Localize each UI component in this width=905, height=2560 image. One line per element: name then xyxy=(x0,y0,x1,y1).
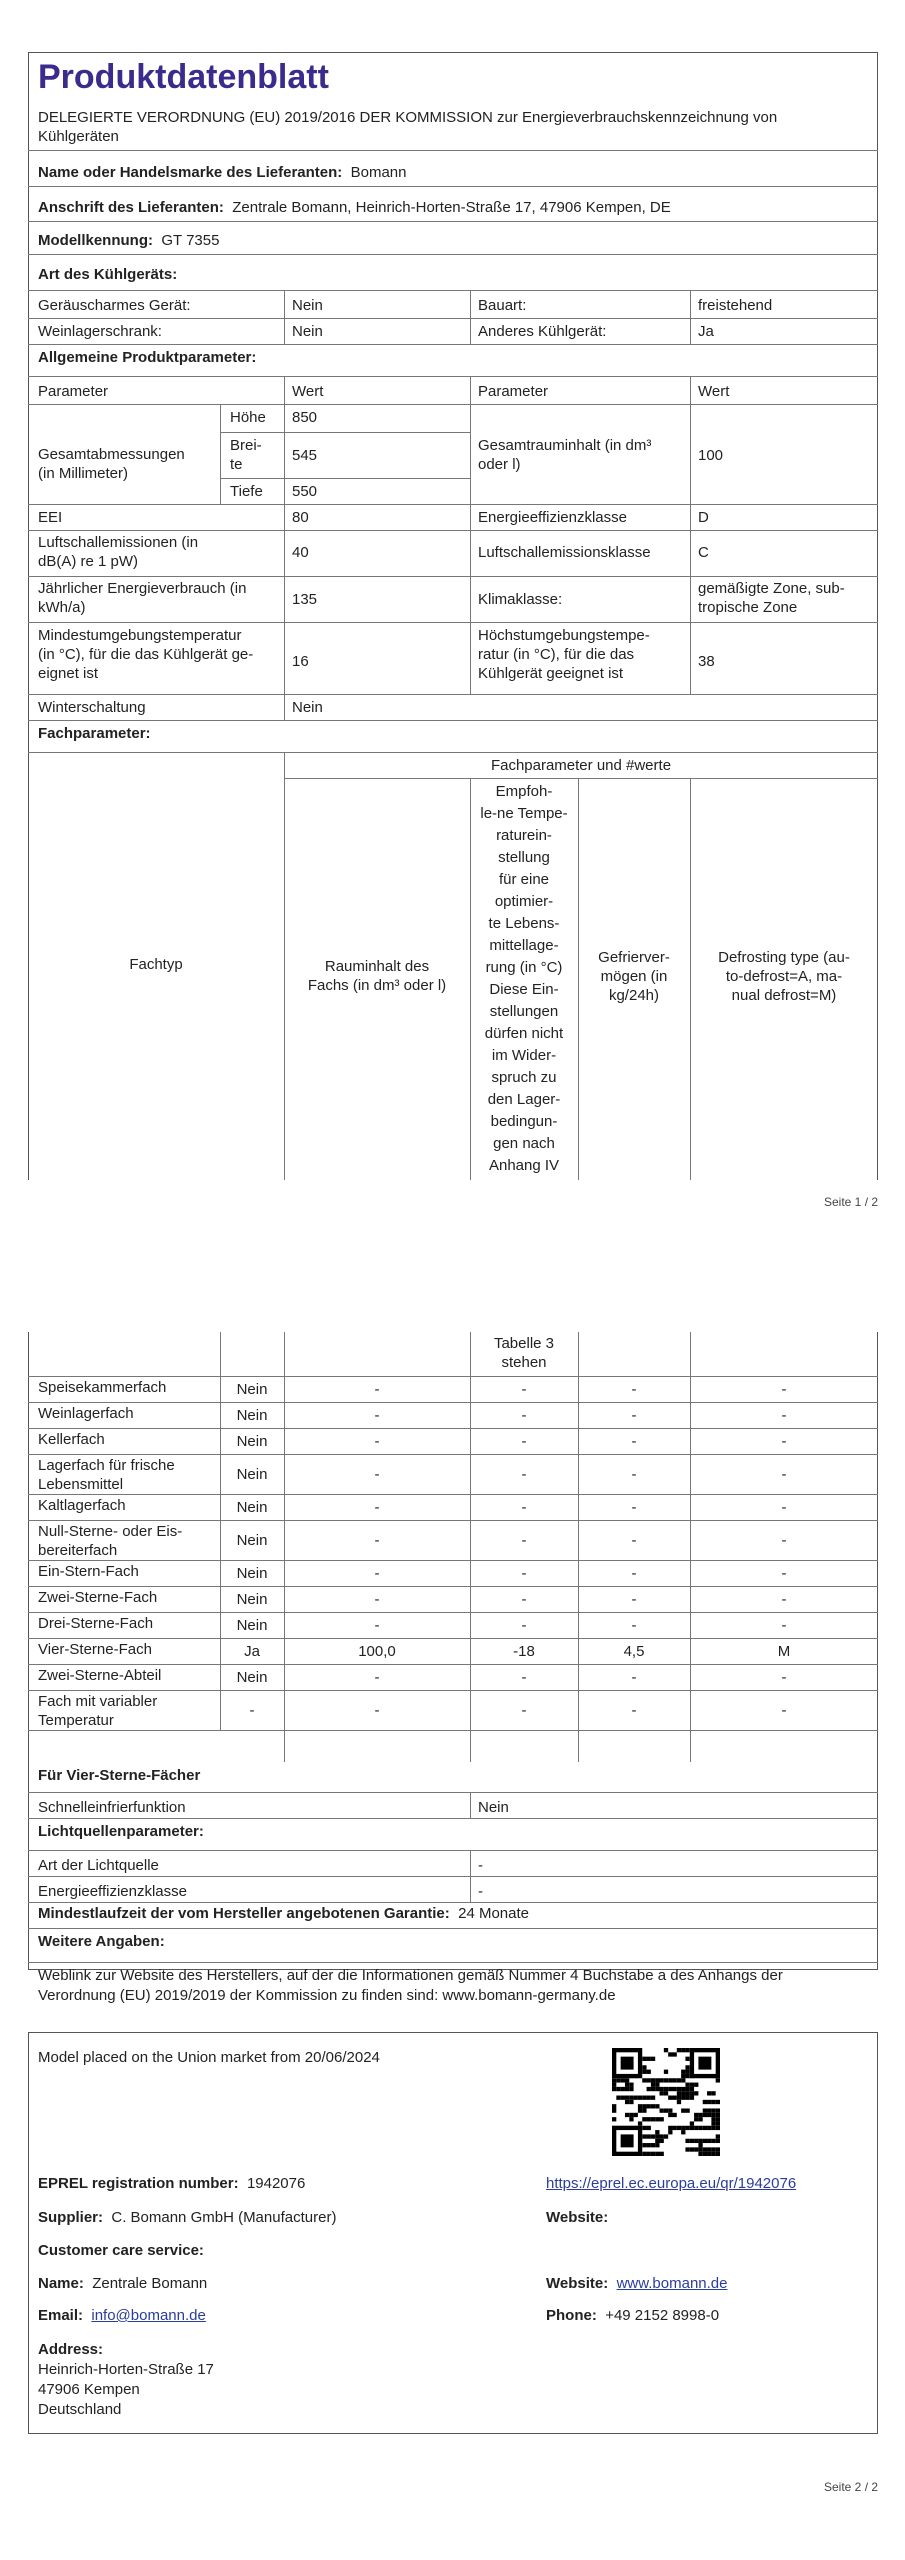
compartment-freeze: - xyxy=(631,1564,637,1582)
comp-temp-header-line: Anhang IV xyxy=(488,1157,560,1174)
warranty-row: Mindestlaufzeit der vom Hersteller angebotenen Garantie: 24 Monate xyxy=(38,1905,529,1922)
wine-cabinet-value: Nein xyxy=(292,323,323,340)
compartment-volume: - xyxy=(374,1531,380,1549)
comp-freeze-header-1: Gefrierver- xyxy=(598,949,670,966)
compartment-present: Nein xyxy=(236,1564,268,1582)
min-temp-label-2: (in °C), für die das Kühlgerät ge- xyxy=(38,646,254,663)
compartment-present: Nein xyxy=(236,1616,268,1634)
eei-value: 80 xyxy=(292,509,309,526)
compartment-defrost: - xyxy=(781,1616,787,1634)
compartment-freeze: - xyxy=(631,1498,637,1516)
comp-temp-header-line: gen nach xyxy=(493,1135,555,1152)
compartment-name: Fach mit variabler xyxy=(38,1693,158,1710)
comp-temp-header-line: optimier- xyxy=(494,893,554,910)
light-class-label: Energieeffizienzklasse xyxy=(38,1883,187,1900)
volume-label-2: oder l) xyxy=(478,456,521,473)
compartment-temp: - xyxy=(521,1465,527,1483)
compartment-temp: - xyxy=(521,1432,527,1450)
comp-temp-header-line: mittellage- xyxy=(489,937,559,954)
compartment-name: Drei-Sterne-Fach xyxy=(38,1615,154,1632)
model-row: Modellkennung: GT 7355 xyxy=(38,232,220,249)
compartment-defrost: - xyxy=(781,1668,787,1686)
compartment-name: Temperatur xyxy=(38,1712,114,1729)
compartment-temp: - xyxy=(521,1701,527,1719)
care-website-row: Website: www.bomann.de xyxy=(546,2275,728,2292)
comp-temp-header-line: im Wider- xyxy=(491,1047,557,1064)
energy-class-value: D xyxy=(698,509,709,526)
min-temp-label-3: eignet ist xyxy=(38,665,99,682)
compartment-temp: - xyxy=(521,1668,527,1686)
compartment-name: Kellerfach xyxy=(38,1431,105,1448)
design-label: Bauart: xyxy=(478,297,527,314)
compartment-present: Nein xyxy=(236,1432,268,1450)
compartment-volume: - xyxy=(374,1590,380,1608)
energy-use-value: 135 xyxy=(292,591,318,608)
winter-label: Winterschaltung xyxy=(38,699,146,716)
more-heading: Weitere Angaben: xyxy=(38,1933,165,1950)
energy-use-label-1: Jährlicher Energieverbrauch (in xyxy=(38,580,247,597)
address-line-2: 47906 Kempen xyxy=(38,2381,140,2398)
type-heading: Art des Kühlgeräts: xyxy=(38,266,178,283)
comp-temp-header-line: raturein- xyxy=(496,827,552,844)
website-label: Website: xyxy=(546,2209,609,2226)
noise-class-label: Luftschallemissionsklasse xyxy=(478,544,651,561)
comp-temp-header-line: te Lebens- xyxy=(488,915,560,932)
compartment-defrost: - xyxy=(781,1498,787,1516)
noise-label-1: Luftschallemissionen (in xyxy=(38,534,199,551)
compartment-present: Nein xyxy=(236,1668,268,1686)
compartment-name: Speisekammerfach xyxy=(38,1379,167,1396)
comp-freeze-header-2: mögen (in xyxy=(600,968,668,985)
depth-value: 550 xyxy=(292,483,318,500)
comp-defrost-header-3: nual defrost=M) xyxy=(731,987,837,1004)
comp-temp-header-line: bedingun- xyxy=(490,1113,558,1130)
comp-temp-header-line: den Lager- xyxy=(487,1091,561,1108)
compartment-volume: - xyxy=(374,1668,380,1686)
max-temp-value: 38 xyxy=(698,653,715,670)
supplier-address-row: Anschrift des Lieferanten: Zentrale Bomann, Heinrich-Horten-Straße 17, 47906 Kempen, DE xyxy=(38,199,671,216)
climate-class-value-1: gemäßigte Zone, sub- xyxy=(698,580,845,597)
care-email-link[interactable]: info@bomann.de xyxy=(91,2307,206,2324)
quick-freeze-label: Schnelleinfrierfunktion xyxy=(38,1799,186,1816)
compartment-freeze: - xyxy=(631,1380,637,1398)
address-line-3: Deutschland xyxy=(38,2401,122,2418)
comp-temp-header-line: stellung xyxy=(498,849,550,866)
comp-temp-header-line: dürfen nicht xyxy=(484,1025,564,1042)
compartment-freeze: - xyxy=(631,1590,637,1608)
compartment-freeze: - xyxy=(631,1701,637,1719)
col-value-2: Wert xyxy=(698,383,730,400)
compartment-defrost: - xyxy=(781,1564,787,1582)
compartment-name: Ein-Stern-Fach xyxy=(38,1563,139,1580)
height-label: Höhe xyxy=(230,409,266,426)
low-noise-label: Geräuscharmes Gerät: xyxy=(38,297,191,314)
quick-freeze-value: Nein xyxy=(478,1799,509,1816)
compartment-volume: - xyxy=(374,1432,380,1450)
eei-label: EEI xyxy=(38,509,63,526)
climate-class-label: Klimaklasse: xyxy=(478,591,563,608)
comp-type-header: Fachtyp xyxy=(129,956,183,973)
comp-temp-header-line: spruch zu xyxy=(491,1069,557,1086)
design-value: freistehend xyxy=(698,297,773,314)
compartment-name: Zwei-Sterne-Abteil xyxy=(38,1667,162,1684)
low-noise-value: Nein xyxy=(292,297,323,314)
comp-temp-header-line: stellungen xyxy=(489,1003,559,1020)
max-temp-label-2: ratur (in °C), für die das xyxy=(478,646,635,663)
dimensions-label-2: (in Millimeter) xyxy=(38,465,128,482)
compartment-temp: -18 xyxy=(513,1642,535,1660)
compartment-name: Zwei-Sterne-Fach xyxy=(38,1589,158,1606)
width-label-1: Brei- xyxy=(230,437,262,454)
compartment-volume: - xyxy=(374,1406,380,1424)
compartment-present: Nein xyxy=(236,1406,268,1424)
temp-header-cont-2: stehen xyxy=(501,1354,547,1371)
compartment-defrost: - xyxy=(781,1531,787,1549)
comp-freeze-header-3: kg/24h) xyxy=(608,987,660,1004)
compartment-freeze: - xyxy=(631,1616,637,1634)
comp-volume-header-2: Fachs (in dm³ oder l) xyxy=(307,977,447,994)
energy-use-label-2: kWh/a) xyxy=(38,599,86,616)
max-temp-label-1: Höchstumgebungstempe- xyxy=(478,627,650,644)
comp-temp-header-line: Diese Ein- xyxy=(489,981,559,998)
light-class-value: - xyxy=(478,1883,483,1900)
eprel-link[interactable]: https://eprel.ec.europa.eu/qr/1942076 xyxy=(546,2175,797,2192)
compartment-present: - xyxy=(249,1701,255,1719)
min-temp-value: 16 xyxy=(292,653,309,670)
page-title: Produktdatenblatt xyxy=(38,58,329,96)
width-label-2: te xyxy=(230,456,243,473)
four-star-heading: Für Vier-Sterne-Fächer xyxy=(38,1767,201,1784)
light-heading: Lichtquellenparameter: xyxy=(38,1823,204,1840)
compartment-freeze: - xyxy=(631,1406,637,1424)
compartment-freeze: - xyxy=(631,1465,637,1483)
min-temp-label-1: Mindestumgebungstemperatur xyxy=(38,627,242,644)
compartment-volume: - xyxy=(374,1701,380,1719)
compartment-volume: - xyxy=(374,1564,380,1582)
compartment-freeze: - xyxy=(631,1432,637,1450)
compartment-freeze: 4,5 xyxy=(623,1642,645,1660)
comp-defrost-header-1: Defrosting type (au- xyxy=(718,949,850,966)
comp-defrost-header-2: to-defrost=A, ma- xyxy=(725,968,843,985)
compartment-defrost: M xyxy=(777,1642,791,1660)
compartment-name: Lagerfach für frische xyxy=(38,1457,175,1474)
compartment-present: Nein xyxy=(236,1590,268,1608)
qr-code-icon[interactable] xyxy=(612,2048,720,2156)
comp-temp-header-line: Empfoh- xyxy=(495,783,553,800)
winter-value: Nein xyxy=(292,699,323,716)
comp-temp-header-line: rung (in °C) xyxy=(485,959,563,976)
compartment-temp: - xyxy=(521,1564,527,1582)
temp-header-cont-1: Tabelle 3 xyxy=(493,1335,555,1352)
customer-care-label: Customer care service: xyxy=(38,2242,204,2259)
other-appliance-label: Anderes Kühlgerät: xyxy=(478,323,607,340)
max-temp-label-3: Kühlgerät geeignet ist xyxy=(478,665,624,682)
care-website-link[interactable]: www.bomann.de xyxy=(616,2275,728,2292)
compartment-defrost: - xyxy=(781,1590,787,1608)
compartment-name: Weinlagerfach xyxy=(38,1405,134,1422)
compartment-defrost: - xyxy=(781,1701,787,1719)
compartment-temp: - xyxy=(521,1498,527,1516)
compartment-volume: 100,0 xyxy=(358,1642,396,1660)
compartment-temp: - xyxy=(521,1380,527,1398)
compartment-temp: - xyxy=(521,1590,527,1608)
address-label: Address: xyxy=(38,2341,104,2358)
compartment-temp: - xyxy=(521,1616,527,1634)
compartment-name: Null-Sterne- oder Eis- xyxy=(38,1523,183,1540)
compartment-volume: - xyxy=(374,1380,380,1398)
compartment-name: Vier-Sterne-Fach xyxy=(38,1641,152,1658)
compartment-temp: - xyxy=(521,1531,527,1549)
depth-label: Tiefe xyxy=(230,483,263,500)
col-value-1: Wert xyxy=(292,383,324,400)
compartment-defrost: - xyxy=(781,1380,787,1398)
compartment-volume: - xyxy=(374,1616,380,1634)
width-value: 545 xyxy=(292,447,318,464)
wine-cabinet-label: Weinlagerschrank: xyxy=(38,323,162,340)
compartment-present: Nein xyxy=(236,1380,268,1398)
page-number-2: Seite 2 / 2 xyxy=(824,2480,879,2494)
light-type-value: - xyxy=(478,1857,483,1874)
more-text-1: Weblink zur Website des Herstellers, auf der die Informationen gemäß Nummer 4 Buchstabe a des Anhangs der xyxy=(38,1967,783,1984)
height-value: 850 xyxy=(292,409,318,426)
general-heading: Allgemeine Produktparameter: xyxy=(38,349,257,366)
energy-class-label: Energieeffizienzklasse xyxy=(478,509,627,526)
comp-group-header: Fachparameter und #werte xyxy=(490,757,672,774)
comp-temp-header-line: für eine xyxy=(498,871,550,888)
regulation-text-2: Kühlgeräten xyxy=(38,128,119,145)
compartment-defrost: - xyxy=(781,1406,787,1424)
regulation-text-1: DELEGIERTE VERORDNUNG (EU) 2019/2016 DER KOMMISSION zur Energieverbrauchskennzeichnung von xyxy=(38,109,778,126)
compartment-volume: - xyxy=(374,1498,380,1516)
market-date: Model placed on the Union market from 20/06/2024 xyxy=(38,2049,380,2066)
noise-value: 40 xyxy=(292,544,309,561)
compartment-present: Nein xyxy=(236,1531,268,1549)
supplier-row: Supplier: C. Bomann GmbH (Manufacturer) xyxy=(38,2209,337,2226)
compartment-freeze: - xyxy=(631,1531,637,1549)
noise-label-2: dB(A) re 1 pW) xyxy=(38,553,139,570)
col-param-2: Parameter xyxy=(478,383,549,400)
volume-label-1: Gesamtrauminhalt (in dm³ xyxy=(478,437,652,454)
compartment-defrost: - xyxy=(781,1465,787,1483)
compartments-heading: Fachparameter: xyxy=(38,725,151,742)
other-appliance-value: Ja xyxy=(698,323,714,340)
eprel-row: EPREL registration number: 1942076 xyxy=(38,2175,306,2192)
dimensions-label-1: Gesamtabmessungen xyxy=(38,446,185,463)
compartment-name: bereiterfach xyxy=(38,1542,118,1559)
address-line-1: Heinrich-Horten-Straße 17 xyxy=(38,2361,214,2378)
light-type-label: Art der Lichtquelle xyxy=(38,1857,159,1874)
compartment-volume: - xyxy=(374,1465,380,1483)
comp-volume-header-1: Rauminhalt des xyxy=(324,958,430,975)
compartment-name: Lebensmittel xyxy=(38,1476,124,1493)
compartment-defrost: - xyxy=(781,1432,787,1450)
care-phone-row: Phone: +49 2152 8998-0 xyxy=(546,2307,720,2324)
supplier-name-row: Name oder Handelsmarke des Lieferanten: Bomann xyxy=(38,164,407,181)
compartment-temp: - xyxy=(521,1406,527,1424)
page-number-1: Seite 1 / 2 xyxy=(824,1195,879,1209)
noise-class-value: C xyxy=(698,544,709,561)
care-email-row: Email: info@bomann.de xyxy=(38,2307,206,2324)
volume-value: 100 xyxy=(698,447,724,464)
climate-class-value-2: tropische Zone xyxy=(698,599,798,616)
compartment-present: Nein xyxy=(236,1498,268,1516)
comp-temp-header-line: le-ne Tempe- xyxy=(480,805,568,822)
compartment-present: Nein xyxy=(236,1465,268,1483)
compartment-name: Kaltlagerfach xyxy=(38,1497,126,1514)
more-text-2: Verordnung (EU) 2019/2019 der Kommission zu finden sind: www.bomann-germany.de xyxy=(38,1987,616,2004)
care-name-row: Name: Zentrale Bomann xyxy=(38,2275,208,2292)
col-param-1: Parameter xyxy=(38,383,109,400)
compartment-present: Ja xyxy=(244,1642,260,1660)
compartment-freeze: - xyxy=(631,1668,637,1686)
